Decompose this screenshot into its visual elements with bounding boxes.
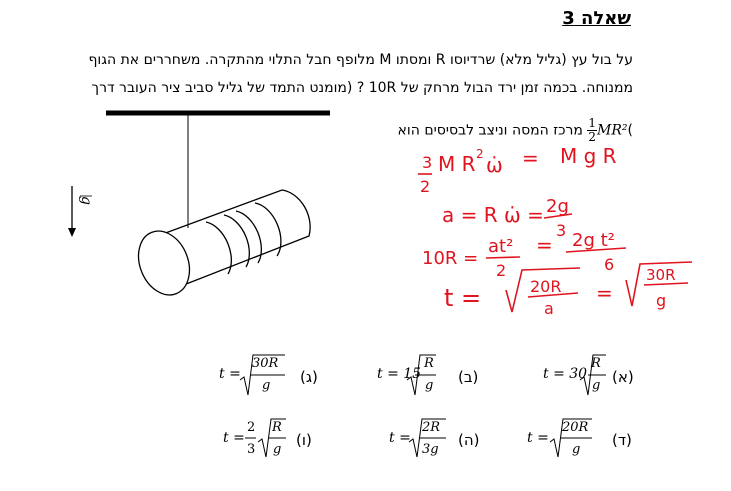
svg-text:=: =	[522, 146, 539, 170]
svg-text:a = R ω̇ =: a = R ω̇ =	[442, 203, 544, 227]
inertia-prefix: מרכז המסה וניצב לבסיסים הוא	[397, 122, 583, 139]
svg-text:=: =	[596, 281, 613, 305]
svg-text:10R =: 10R =	[422, 248, 479, 269]
svg-text:6: 6	[604, 255, 615, 274]
gravity-arrow	[68, 186, 76, 237]
svg-text:ω̇: ω̇	[486, 153, 503, 177]
svg-text:a: a	[544, 299, 554, 318]
inertia-close-paren: )	[627, 122, 633, 139]
inertia-fraction: $\frac{1}{2}$	[588, 116, 597, 144]
answer-label-a: (א)	[612, 368, 634, 386]
answer-label-b: (ב)	[458, 368, 479, 386]
answer-label-e: (ה)	[458, 431, 480, 449]
answer-label-c: (ג)	[300, 368, 318, 386]
question-text-line-1: על בול עץ (גליל מלא) שרדיוסו R ומסתו M מלופף חבל התלוי מהתקרה. משחררים את הגוף	[88, 52, 633, 68]
svg-text:2: 2	[420, 177, 431, 196]
svg-text:M R: M R	[438, 152, 476, 176]
handwritten-work	[418, 144, 692, 318]
answer-label-d: (ד)	[612, 431, 632, 449]
gravity-label: g	[78, 196, 94, 205]
svg-text:2g: 2g	[546, 196, 569, 217]
svg-text:3: 3	[556, 221, 567, 240]
svg-text:2g t²: 2g t²	[572, 230, 615, 251]
svg-text:at²: at²	[488, 236, 514, 257]
svg-text:30R: 30R	[646, 266, 676, 284]
svg-text:2: 2	[476, 147, 484, 161]
svg-text:3: 3	[422, 153, 433, 172]
svg-text:g: g	[656, 291, 667, 310]
cylinder	[129, 190, 310, 303]
svg-text:t =: t =	[444, 284, 482, 312]
svg-text:20R: 20R	[530, 277, 562, 296]
question-title: שאלה 3	[562, 8, 631, 29]
svg-text:2: 2	[496, 261, 507, 280]
question-text-line-2: ממנוחה. בכמה זמן ירד הבול מרחק של 10R ? (מומנט התמד של גליל סביב ציר העובר דרך	[91, 80, 633, 96]
svg-text:M g R: M g R	[560, 144, 617, 168]
answer-label-f: (ו)	[296, 431, 312, 449]
inertia-tail: MR²	[597, 122, 628, 139]
svg-text:=: =	[536, 233, 553, 257]
